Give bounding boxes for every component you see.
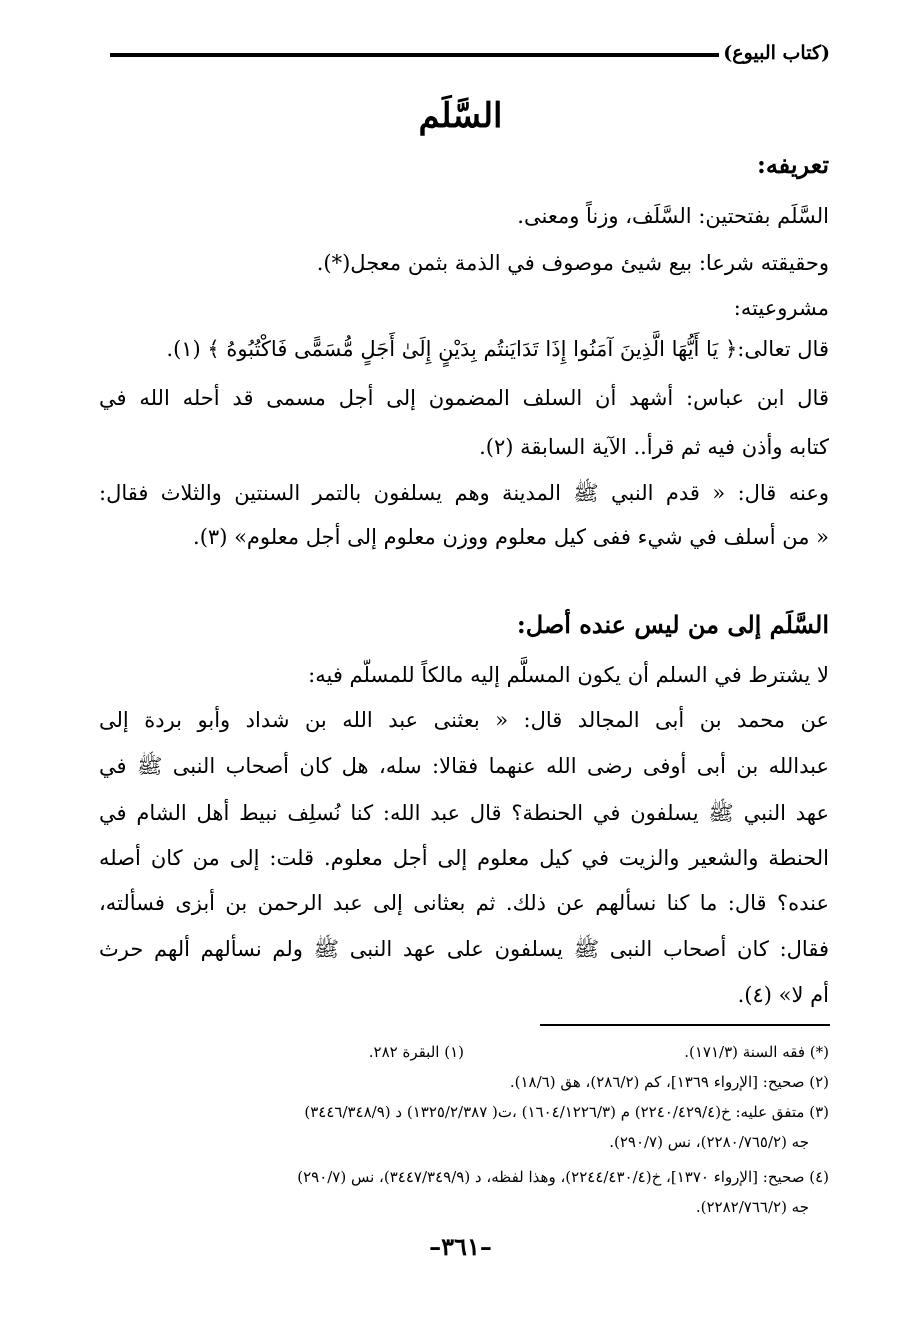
running-header — [110, 38, 830, 68]
section2-line-7: فقال: كان أصحاب النبى ﷺ يسلفون على عهد النبى ﷺ ولم نسألهم ألهم حرث — [99, 937, 829, 961]
footnote-4-line-1: (٤) صحيح: [الإرواء ١٣٧٠]، خ(٢٢٤٤/٤٣٠/٤)، وهذا لفظه، د (٣٤٤٧/٣٤٩/٩)، نس (٢٩٠/٧) — [297, 1168, 829, 1186]
definition-line-2: وحقيقته شرعا: بيع شيئ موصوف في الذمة بثمن معجل(*). — [316, 251, 829, 275]
footnote-separator — [540, 1024, 830, 1026]
footnote-1: (١) البقرة ٢٨٢. — [368, 1043, 464, 1061]
verse-line: قال تعالى:﴿ يَا أَيُّهَا الَّذِينَ آمَنُوا إِذَا تَدَايَنتُم بِدَيْنٍ إِلَىٰ أَجَلٍ مُّسَمًّى فَاكْتُبُوهُ ﴾ (١). — [166, 337, 829, 361]
definition-line-1: السَّلَم بفتحتين: السَّلَف، وزناً ومعنى. — [517, 204, 829, 228]
definition-heading: تعريفه: — [756, 150, 829, 179]
footnote-3-line-1: (٣) متفق عليه: خ(٢٢٤٠/٤٢٩/٤) م (١٦٠٤/١٢٢٦/٣) ،ت( ١٣٢٥/٢/٣٨٧) د (٣٤٤٦/٣٤٨/٩) — [304, 1103, 829, 1121]
header-title: (كتاب البيوع) — [723, 42, 830, 64]
hadith-line-2: « من أسلف في شيء ففى كيل معلوم ووزن معلوم إلى أجل معلوم» (٣). — [193, 525, 829, 549]
footnote-row-1 — [99, 1038, 829, 1066]
section2-line-5: الحنطة والشعير والزيت في كيل معلوم إلى أجل معلوم. قلت: إلى من كان أصله — [99, 846, 829, 870]
section2-line-6: عنده؟ قال: ما كنا نسألهم عن ذلك. ثم بعثانى إلى عبد الرحمن بن أبزى فسألته، — [99, 891, 829, 915]
footnote-4-line-2: جه (٢٢٨٢/٧٦٦/٢). — [695, 1198, 809, 1216]
section2-line-1: لا يشترط في السلم أن يكون المسلَّم إليه مالكاً للمسلّم فيه: — [308, 663, 829, 687]
section2-heading: السَّلَم إلى من ليس عنده أصل: — [516, 610, 829, 639]
chapter-title: السَّلَم — [418, 96, 503, 136]
footnote-star: (*) فقه السنة (١٧١/٣). — [684, 1043, 829, 1061]
section2-line-8: أم لا» (٤). — [737, 983, 829, 1007]
section2-line-4: عهد النبي ﷺ يسلفون في الحنطة؟ قال عبد الله: كنا نُسلِف نبيط أهل الشام في — [99, 801, 829, 825]
section2-line-3: عبدالله بن أبى أوفى رضى الله عنهما فقالا: سله، هل كان أصحاب النبى ﷺ في — [99, 754, 829, 778]
page-number: –٣٦١– — [429, 1232, 492, 1261]
ibn-abbas-line-1: قال ابن عباس: أشهد أن السلف المضمون إلى أجل مسمى قد أحله الله في — [99, 386, 829, 410]
hadith-line-1: وعنه قال: « قدم النبي ﷺ المدينة وهم يسلفون بالتمر السنتين والثلاث فقال: — [99, 481, 829, 505]
footnote-2: (٢) صحيح: [الإرواء ١٣٦٩]، كم (٢٨٦/٢)، هق (١٨/٦). — [509, 1073, 829, 1091]
section2-line-2: عن محمد بن أبى المجالد قال: « بعثنى عبد الله بن شداد وأبو بردة إلى — [99, 708, 829, 732]
header-rule — [110, 53, 719, 57]
footnote-3-line-2: جه (٢٢٨٠/٧٦٥/٢)، نس (٢٩٠/٧). — [609, 1133, 809, 1151]
ibn-abbas-line-2: كتابه وأذن فيه ثم قرأ.. الآية السابقة (٢). — [479, 435, 829, 459]
legitimacy-heading: مشروعيته: — [733, 296, 829, 320]
